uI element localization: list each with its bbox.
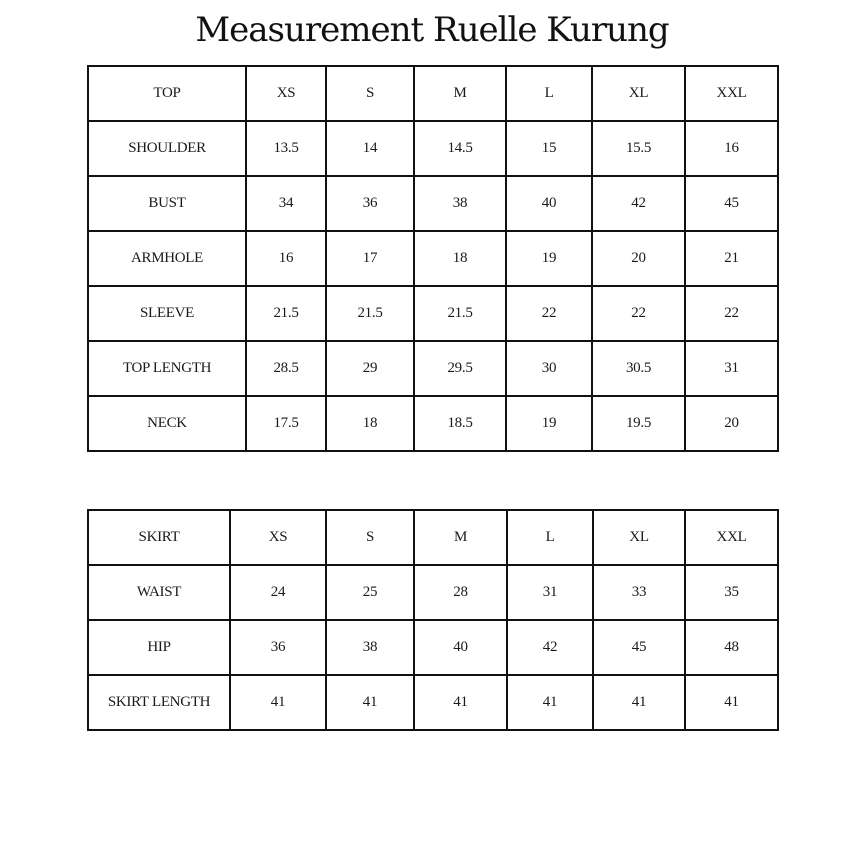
cell-value: 20: [592, 231, 685, 286]
row-label: NECK: [88, 396, 246, 451]
cell-value: 40: [414, 620, 507, 675]
cell-value: 31: [685, 341, 778, 396]
cell-value: 28.5: [246, 341, 326, 396]
cell-value: 19: [506, 231, 592, 286]
cell-value: 15: [506, 121, 592, 176]
table-header-row: [88, 66, 778, 121]
cell-value: 45: [593, 620, 685, 675]
cell-value: 41: [414, 675, 507, 730]
row-label: SLEEVE: [88, 286, 246, 341]
cell-value: 35: [685, 565, 778, 620]
cell-value: 19: [506, 396, 592, 451]
cell-value: 17.5: [246, 396, 326, 451]
table-row: [88, 121, 778, 176]
cell-value: 45: [685, 176, 778, 231]
cell-value: 41: [230, 675, 326, 730]
header-cell-xl: XL: [593, 510, 685, 565]
cell-value: 41: [507, 675, 593, 730]
table-row: [88, 620, 778, 675]
header-cell-xs: XS: [246, 66, 326, 121]
cell-value: 25: [326, 565, 414, 620]
row-label: WAIST: [88, 565, 230, 620]
cell-value: 13.5: [246, 121, 326, 176]
row-label: TOP LENGTH: [88, 341, 246, 396]
cell-value: 42: [507, 620, 593, 675]
cell-value: 41: [685, 675, 778, 730]
cell-value: 41: [593, 675, 685, 730]
cell-value: 16: [685, 121, 778, 176]
row-label: SKIRT LENGTH: [88, 675, 230, 730]
row-label: SHOULDER: [88, 121, 246, 176]
cell-value: 28: [414, 565, 507, 620]
header-cell-l: L: [507, 510, 593, 565]
cell-value: 14: [326, 121, 414, 176]
table-row: [88, 396, 778, 451]
cell-value: 30.5: [592, 341, 685, 396]
header-cell-s: S: [326, 66, 414, 121]
page-title: Measurement Ruelle Kurung: [195, 10, 669, 50]
header-cell-l: L: [506, 66, 592, 121]
cell-value: 16: [246, 231, 326, 286]
cell-value: 17: [326, 231, 414, 286]
skirt-size-table: [87, 509, 779, 731]
cell-value: 18: [326, 396, 414, 451]
cell-value: 29: [326, 341, 414, 396]
cell-value: 21.5: [414, 286, 506, 341]
table-row: [88, 565, 778, 620]
table-header-row: [88, 510, 778, 565]
cell-value: 48: [685, 620, 778, 675]
cell-value: 24: [230, 565, 326, 620]
table-row: [88, 675, 778, 730]
table-row: [88, 176, 778, 231]
cell-value: 38: [326, 620, 414, 675]
table-row: [88, 231, 778, 286]
cell-value: 36: [326, 176, 414, 231]
cell-value: 36: [230, 620, 326, 675]
cell-value: 31: [507, 565, 593, 620]
cell-value: 15.5: [592, 121, 685, 176]
cell-value: 21: [685, 231, 778, 286]
cell-value: 21.5: [326, 286, 414, 341]
header-cell-s: S: [326, 510, 414, 565]
cell-value: 42: [592, 176, 685, 231]
cell-value: 21.5: [246, 286, 326, 341]
cell-value: 20: [685, 396, 778, 451]
cell-value: 40: [506, 176, 592, 231]
row-label: ARMHOLE: [88, 231, 246, 286]
table-row: [88, 286, 778, 341]
header-cell-category: TOP: [88, 66, 246, 121]
header-cell-m: M: [414, 66, 506, 121]
row-label: HIP: [88, 620, 230, 675]
cell-value: 38: [414, 176, 506, 231]
top-size-table: [87, 65, 779, 452]
cell-value: 19.5: [592, 396, 685, 451]
cell-value: 34: [246, 176, 326, 231]
cell-value: 33: [593, 565, 685, 620]
cell-value: 18: [414, 231, 506, 286]
cell-value: 30: [506, 341, 592, 396]
row-label: BUST: [88, 176, 246, 231]
header-cell-xxl: XXL: [685, 66, 778, 121]
cell-value: 41: [326, 675, 414, 730]
header-cell-m: M: [414, 510, 507, 565]
table-row: [88, 341, 778, 396]
cell-value: 22: [685, 286, 778, 341]
cell-value: 22: [592, 286, 685, 341]
header-cell-xl: XL: [592, 66, 685, 121]
cell-value: 14.5: [414, 121, 506, 176]
header-cell-xs: XS: [230, 510, 326, 565]
header-cell-xxl: XXL: [685, 510, 778, 565]
cell-value: 22: [506, 286, 592, 341]
cell-value: 29.5: [414, 341, 506, 396]
header-cell-category: SKIRT: [88, 510, 230, 565]
cell-value: 18.5: [414, 396, 506, 451]
